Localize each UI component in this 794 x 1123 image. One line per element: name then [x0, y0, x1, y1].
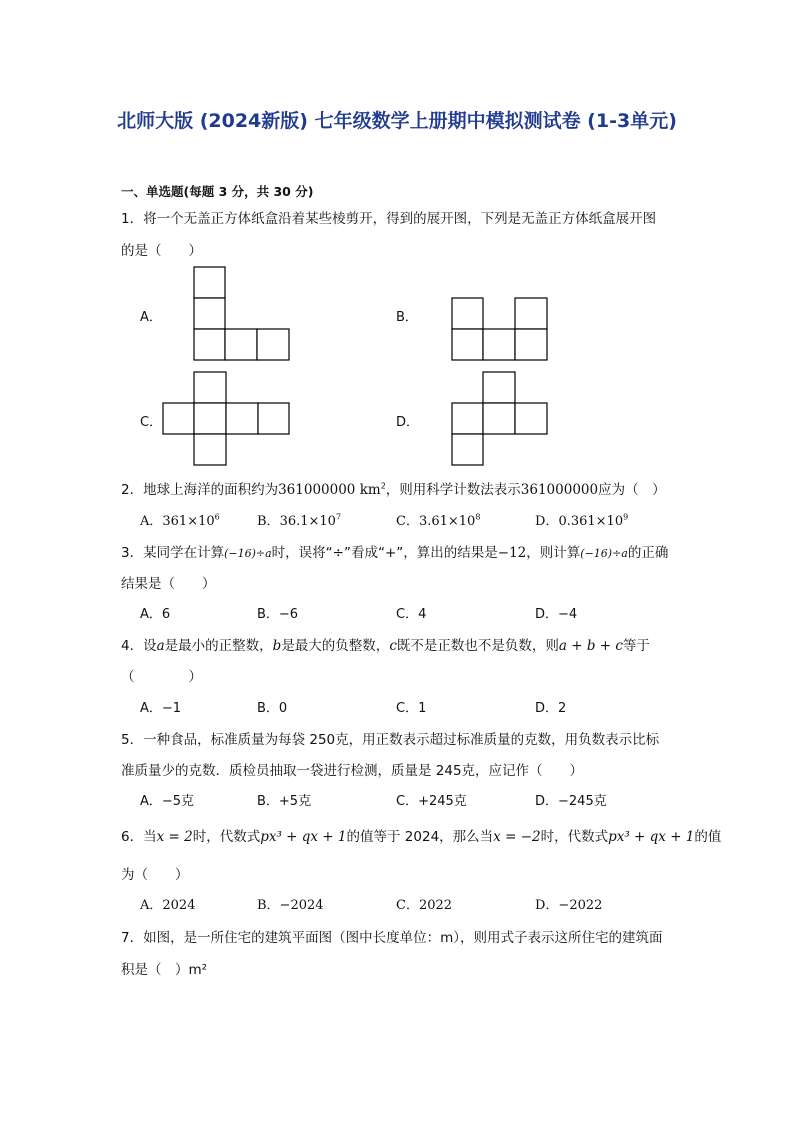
q4-stem: 4．设a是最小的正整数，b是最大的负整数，c既不是正数也不是负数，则a + b + c等于 [121, 638, 650, 654]
q5-line1: 5．一种食品，标准质量为每袋 250克，用正数表示超过标准质量的克数，用负数表示比标 [121, 732, 660, 748]
q4-line2: （ ） [121, 669, 202, 685]
q4-option-b[interactable]: B．0 [257, 701, 288, 716]
q3-option-c[interactable]: C．4 [396, 607, 427, 622]
q3-option-d[interactable]: D．−4 [535, 607, 578, 622]
q2-stem: 2．地球上海洋的面积约为361000000 $km^2$，则用科学计数法表示361000000应为（ ） [121, 481, 666, 498]
q2-option-d[interactable]: D．$0.361\times 10^9$ [535, 512, 629, 529]
q6-option-c[interactable]: C．2022 [396, 898, 453, 913]
q6-option-b[interactable]: B．−2024 [257, 898, 324, 913]
page-title: 北师大版 (2024新版) 七年级数学上册期中模拟测试卷 (1-3单元) [117, 110, 677, 132]
q1-net-d [451, 371, 549, 466]
q1-net-a [193, 266, 291, 362]
q1-option-b-label[interactable]: B． [396, 310, 418, 325]
q5-option-c[interactable]: C．+245克 [396, 794, 467, 809]
q2-option-a[interactable]: A．$361\times 10^6$ [140, 512, 220, 529]
q2-option-c[interactable]: C．$3.61\times 10^8$ [396, 512, 481, 529]
q3-stem: 3．某同学在计算(−16)÷a时，误将“÷”看成“+”，算出的结果是−12，则计算(−16)÷a的正确 [121, 545, 669, 561]
section-heading: 一、单选题(每题 3 分，共 30 分) [121, 184, 314, 199]
q4-option-a[interactable]: A．−1 [140, 701, 182, 716]
q1-net-c [162, 371, 291, 466]
q6-option-a[interactable]: A．2024 [140, 898, 196, 913]
q1-line2: 的是（ ） [121, 243, 202, 259]
q4-option-c[interactable]: C．1 [396, 701, 427, 716]
q1-option-c-label[interactable]: C． [140, 415, 163, 430]
q6-line2: 为（ ） [121, 867, 189, 883]
q1-net-b [451, 297, 549, 362]
q3-option-a[interactable]: A．6 [140, 607, 171, 622]
q3-option-b[interactable]: B．−6 [257, 607, 299, 622]
q7-line2: 积是（ ）m² [121, 962, 208, 978]
q5-option-d[interactable]: D．−245克 [535, 794, 607, 809]
q3-line2: 结果是（ ） [121, 576, 216, 592]
q6-stem: 6．当x = 2时，代数式px³ + qx + 1的值等于 2024，那么当x = −2时，代数式px³ + qx + 1的值 [121, 829, 722, 845]
q5-line2: 准质量少的克数．质检员抽取一袋进行检测，质量是 245克，应记作（ ） [121, 763, 584, 779]
q5-option-a[interactable]: A．−5克 [140, 794, 195, 809]
q1-option-d-label[interactable]: D． [396, 415, 420, 430]
q1-line1: 1．将一个无盖正方体纸盒沿着某些棱剪开，得到的展开图，下列是无盖正方体纸盒展开图 [121, 211, 657, 227]
q2-option-b[interactable]: B．$36.1\times 10^7$ [257, 512, 342, 529]
q7-line1: 7．如图，是一所住宅的建筑平面图（图中长度单位：m），则用式子表示这所住宅的建筑面 [121, 930, 663, 946]
q5-option-b[interactable]: B．+5克 [257, 794, 312, 809]
q1-option-a-label[interactable]: A． [140, 310, 162, 325]
q6-option-d[interactable]: D．−2022 [535, 898, 603, 913]
q4-option-d[interactable]: D．2 [535, 701, 567, 716]
